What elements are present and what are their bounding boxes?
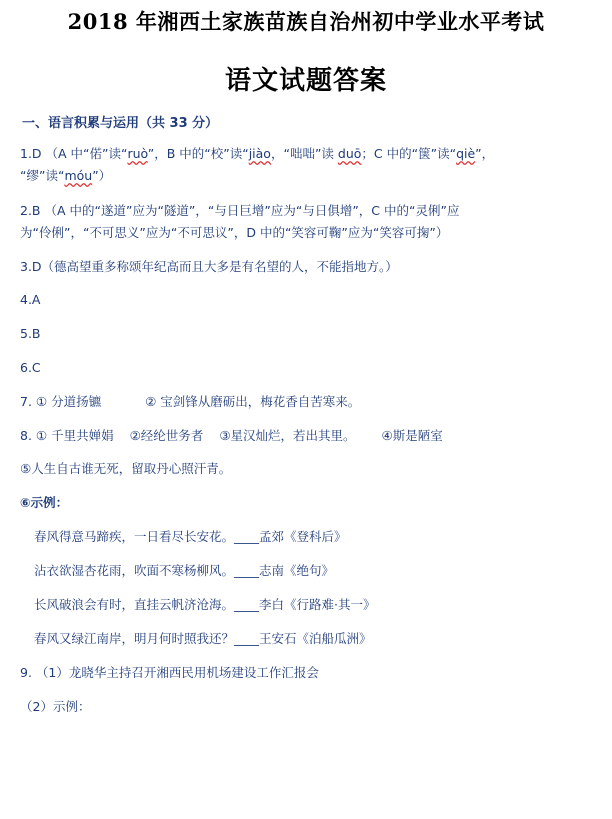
q8-answer-line-2: ⑤人生自古谁无死，留取丹心照汗青。 [20,461,232,476]
example-item: 春风又绿江南岸，明月何时照我还？____王安石《泊船瓜洲》 [34,631,372,646]
section-heading: 一、语言积累与运用（共 33 分） [22,116,219,131]
answer-title: 语文试题答案 [224,66,387,96]
q9-answer-2: （2）示例： [20,699,91,714]
exam-title: 2018 年湘西土家族苗族自治州初中学业水平考试 [67,9,545,34]
q1-line-2: “缪”读“móu”） [20,168,112,183]
q5-answer: 5.B [20,326,41,341]
q2-line-1: 2.B （A 中的“遂道”应为“隧道”，“与日巨增”应为“与日俱增”，C 中的“灵俐”应 [20,203,460,218]
q8-example-heading: ⑥示例： [20,495,69,510]
q7-answer: 7. ① 分道扬镳 ② 宝剑锋从磨砺出，梅花香自苦寒来。 [20,394,361,409]
q3-answer: 3.D（德高望重多称颂年纪高而且大多是有名望的人，不能指地方。） [20,259,398,274]
q6-answer: 6.C [20,360,41,375]
q8-answer-line-1: 8. ① 千里共婵娟 ②经纶世务者 ③星汉灿烂，若出其里。 ④斯是陋室 [20,428,443,443]
q1-line-1: 1.D （A 中“偌”读“ruò”，B 中的“校”读“jiào，“咄咄”读 duō；C 中的“箧”读“qiè”， [20,146,495,161]
example-item: 沾衣欲湿杏花雨，吹面不寒杨柳风。____志南《绝句》 [34,563,335,578]
example-item: 长风破浪会有时，直挂云帆济沧海。____李白《行路难·其一》 [34,597,376,612]
q4-answer: 4.A [20,292,41,307]
q9-answer-1: 9. （1）龙晓华主持召开湘西民用机场建设工作汇报会 [20,665,319,680]
example-item: 春风得意马蹄疾，一日看尽长安花。____孟郊《登科后》 [34,529,347,544]
q2-line-2: 为“伶俐”，“不可思义”应为“不可思议”，D 中的“笑容可鞠”应为“笑容可掬”） [20,225,449,240]
